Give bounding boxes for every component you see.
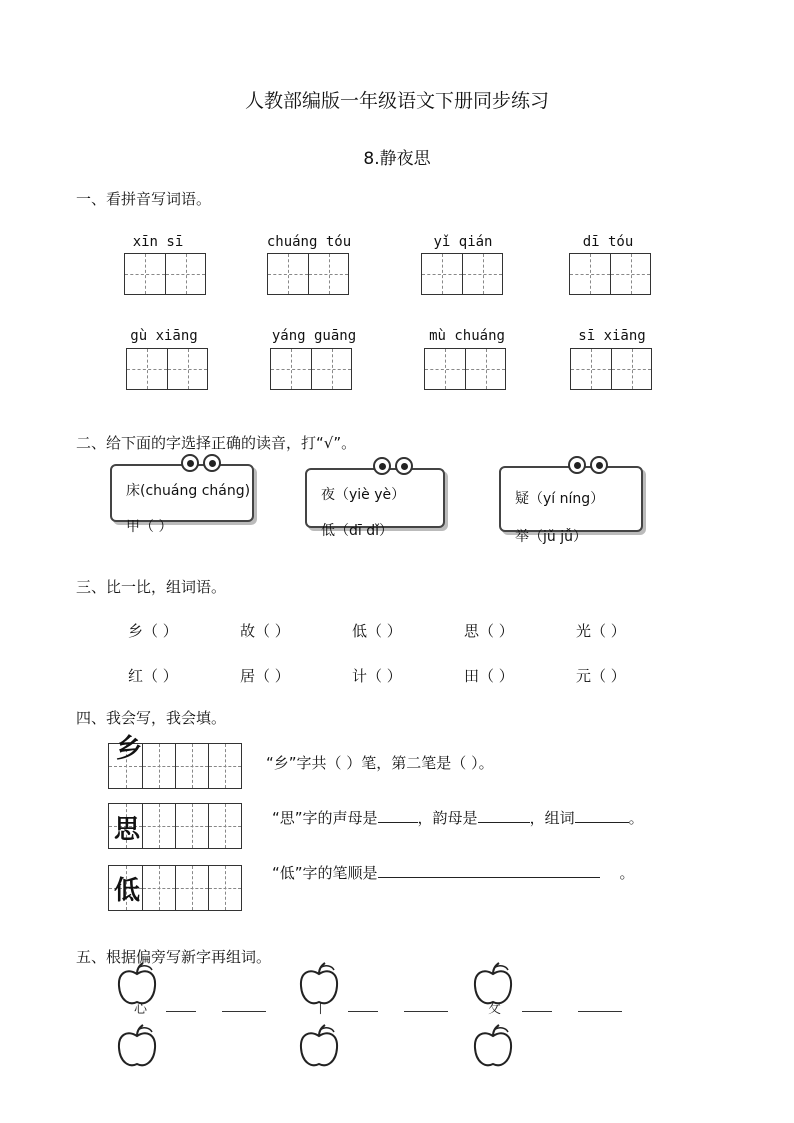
reading-card <box>110 464 254 535</box>
section2-heading: 二、给下面的字选择正确的读音，打“√”。 <box>76 434 357 452</box>
apple-icon <box>116 1024 158 1074</box>
writing-grid[interactable] <box>270 348 352 390</box>
answer-line[interactable] <box>222 1011 266 1012</box>
writing-grid[interactable] <box>569 253 651 295</box>
apple-icon <box>298 1024 340 1074</box>
pinyin-label: mù chuáng <box>429 328 505 344</box>
writing-grid[interactable] <box>421 253 503 295</box>
radical-label: 攵 <box>488 1002 502 1017</box>
card-line: 举（jǔ jǚ） <box>515 529 587 545</box>
q-part: 。 <box>628 809 644 827</box>
pinyin-label: xīn sī <box>132 234 184 250</box>
card-line: 夜（yiè yè） <box>321 487 406 503</box>
section4-heading: 四、我会写，我会填。 <box>76 709 227 727</box>
answer-blank[interactable] <box>378 808 418 823</box>
section5-heading: 五、根据偏旁写新字再组词。 <box>76 948 272 966</box>
pinyin-label: yáng guāng <box>271 328 357 344</box>
compare-item: 田（ ） <box>464 667 514 685</box>
answer-blank[interactable] <box>378 863 600 878</box>
eyes-icon <box>373 457 413 475</box>
eyes-icon <box>181 454 221 472</box>
question-text: “乡”字共（ ）笔，第二笔是（ ）。 <box>266 754 494 772</box>
compare-row <box>128 665 688 686</box>
reading-card <box>499 466 643 545</box>
pinyin-label: chuáng tóu <box>266 234 352 250</box>
pinyin-label: sī xiāng <box>578 328 646 344</box>
model-char: 低 <box>114 876 141 906</box>
card-line: 疑（yí níng） <box>515 491 605 507</box>
eyes-icon <box>568 456 608 474</box>
pinyin-label: gù xiāng <box>130 328 198 344</box>
card-line: 低（dī dǐ） <box>321 523 394 539</box>
card-line: 甲（ ） <box>126 519 173 535</box>
lesson-title: 8.静夜思 <box>363 149 431 169</box>
writing-grid[interactable] <box>126 348 208 390</box>
question-text <box>272 807 644 828</box>
writing-grid[interactable] <box>267 253 349 295</box>
writing-grid[interactable] <box>124 253 206 295</box>
answer-blank[interactable] <box>478 808 530 823</box>
compare-item: 计（ ） <box>352 667 402 685</box>
compare-item: 元（ ） <box>576 667 626 685</box>
compare-item: 故（ ） <box>240 622 290 640</box>
q-part: ，组词 <box>529 809 575 827</box>
compare-item: 思（ ） <box>464 622 514 640</box>
apple-icon <box>472 1024 514 1074</box>
answer-line[interactable] <box>166 1011 196 1012</box>
writing-grid[interactable] <box>424 348 506 390</box>
pinyin-label: dī tóu <box>582 234 634 250</box>
compare-item: 居（ ） <box>240 667 290 685</box>
card-line: 床(chuáng cháng) <box>126 483 251 499</box>
question-text <box>272 862 635 883</box>
q-part: “低”字的笔顺是 <box>272 864 378 882</box>
page-title: 人教部编版一年级语文下册同步练习 <box>244 90 549 112</box>
answer-line[interactable] <box>578 1011 622 1012</box>
q-part: “思”字的声母是 <box>272 809 378 827</box>
answer-line[interactable] <box>522 1011 552 1012</box>
compare-item: 红（ ） <box>128 667 178 685</box>
compare-row <box>128 620 688 641</box>
answer-blank[interactable] <box>575 808 629 823</box>
model-char: 思 <box>114 815 141 845</box>
compare-item: 低（ ） <box>352 622 402 640</box>
pinyin-label: yǐ qián <box>433 234 493 250</box>
answer-line[interactable] <box>348 1011 378 1012</box>
section1-heading: 一、看拼音写词语。 <box>76 190 212 208</box>
compare-item: 光（ ） <box>576 622 626 640</box>
compare-item: 乡（ ） <box>128 622 178 640</box>
section3-heading: 三、比一比，组词语。 <box>76 578 227 596</box>
radical-label: 丨 <box>314 1002 328 1017</box>
writing-grid[interactable] <box>570 348 652 390</box>
q-part: 。 <box>619 864 635 882</box>
answer-line[interactable] <box>404 1011 448 1012</box>
model-char: 乡 <box>116 734 143 764</box>
radical-label: 心 <box>134 1002 148 1017</box>
q-part: ，韵母是 <box>417 809 478 827</box>
reading-card <box>305 468 445 539</box>
